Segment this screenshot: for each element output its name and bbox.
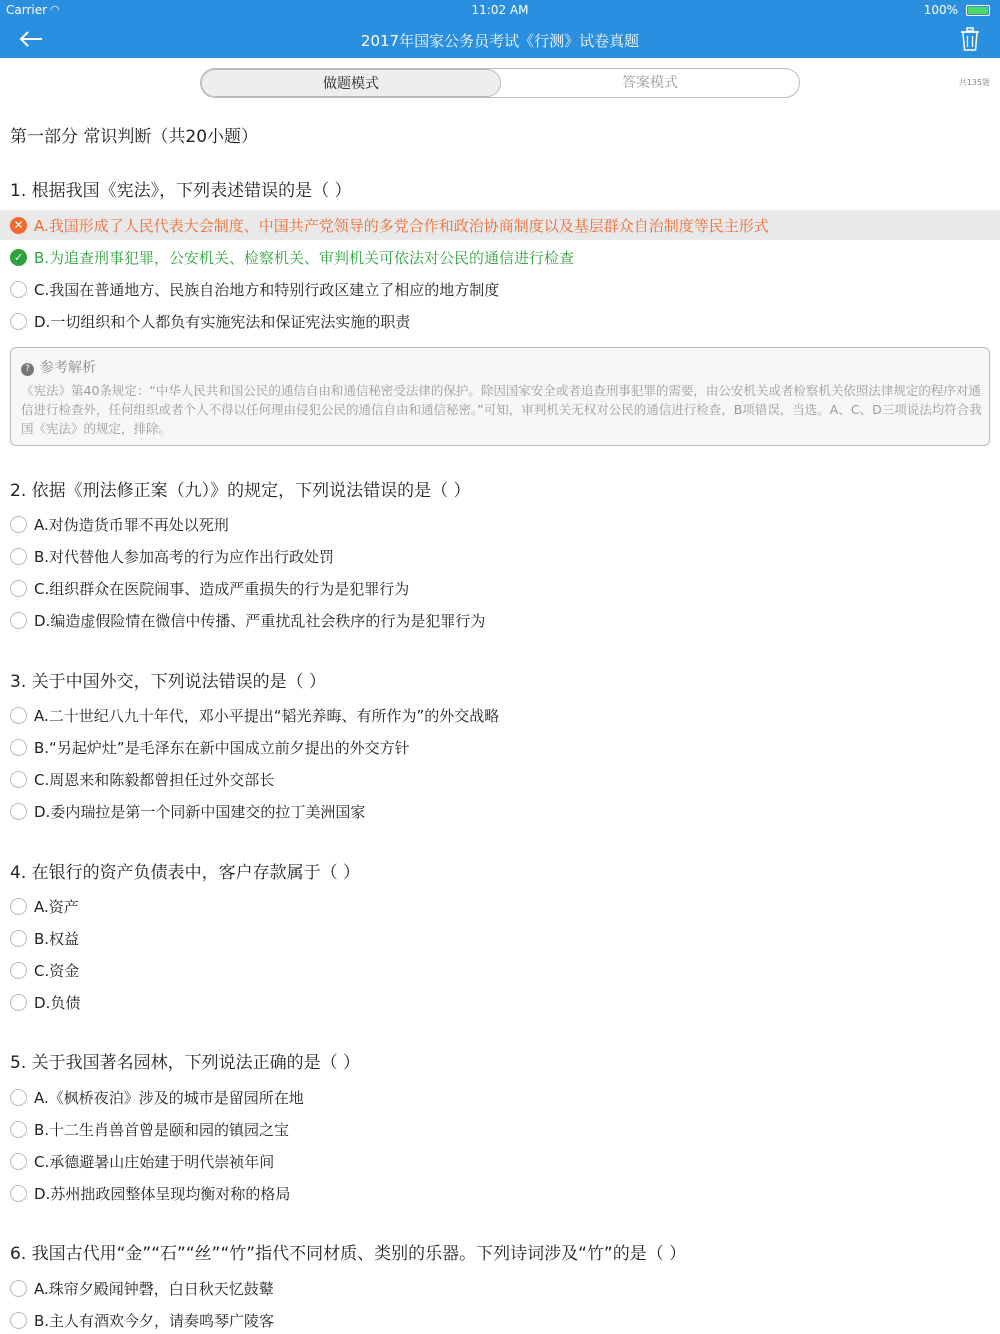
option-row[interactable] [0, 955, 1000, 985]
option-text: D.委内瑞拉是第一个同新中国建交的拉丁美洲国家 [34, 803, 366, 821]
arrow-left-icon [18, 26, 44, 52]
radio-icon [10, 994, 27, 1011]
option-row[interactable] [0, 796, 1000, 826]
option-text: A.珠帘夕殿闻钟磬，白日秋天忆鼓鼙 [34, 1280, 274, 1298]
option-text: C.周恩来和陈毅都曾担任过外交部长 [34, 771, 275, 789]
option-text: A.我国形成了人民代表大会制度、中国共产党领导的多党合作和政治协商制度以及基层群众自治制度等民主形式 [34, 217, 769, 235]
option-row[interactable] [0, 274, 1000, 304]
radio-icon [10, 803, 27, 820]
battery-icon [966, 5, 990, 16]
question-title: 4. 在银行的资产负债表中，客户存款属于（ ） [10, 863, 361, 883]
option-text: B.十二生肖兽首曾是颐和园的镇园之宝 [34, 1121, 290, 1139]
radio-icon [10, 612, 27, 629]
option-text: D.苏州拙政园整体呈现均衡对称的格局 [34, 1185, 291, 1203]
analysis-title: 参考解析 [40, 360, 96, 376]
analysis-box [10, 347, 990, 446]
option-row[interactable] [0, 1082, 1000, 1112]
question-mark-icon: ? [21, 363, 34, 376]
delete-button[interactable] [960, 26, 980, 52]
option-text: B.对代替他人参加高考的行为应作出行政处罚 [34, 548, 335, 566]
analysis-header [21, 357, 96, 377]
analysis-text: 《宪法》第40条规定：“中华人民共和国公民的通信自由和通信秘密受法律的保护。除因国家安全或者追查刑事犯罪的需要，由公安机关或者检察机关依照法律规定的程序对通信进行检查外，任何组织或者个人不得以任何理由侵犯公民的通信自由和通信秘密。”可知，审判机关无权对公民的通信进行检查，B项错误，当选。A、C、D三项说法均符合我国《宪法》的规定，排除。 [21, 383, 982, 436]
question-count: 共135题 [958, 78, 990, 87]
radio-icon [10, 1280, 27, 1297]
radio-icon [10, 930, 27, 947]
trash-icon [960, 26, 980, 52]
radio-icon [10, 313, 27, 330]
option-row[interactable] [0, 306, 1000, 336]
option-text: D.负债 [34, 994, 81, 1012]
radio-icon [10, 962, 27, 979]
carrier-label: Carrier [6, 3, 48, 17]
radio-icon [10, 707, 27, 724]
option-row[interactable] [0, 1146, 1000, 1176]
radio-icon [10, 1121, 27, 1138]
radio-icon [10, 1185, 27, 1202]
radio-icon [10, 771, 27, 788]
option-row[interactable] [0, 1273, 1000, 1303]
option-text: B.权益 [34, 930, 80, 948]
option-text: C.资金 [34, 962, 80, 980]
radio-icon [10, 1312, 27, 1329]
option-row[interactable] [0, 541, 1000, 571]
option-row[interactable] [0, 210, 1000, 240]
option-row[interactable] [0, 732, 1000, 762]
question-title: 6. 我国古代用“金”“石”“丝”“竹”指代不同材质、类别的乐器。下列诗词涉及“竹”的是（ ） [10, 1244, 687, 1264]
option-text: C.组织群众在医院闹事、造成严重损失的行为是犯罪行为 [34, 580, 410, 598]
mode-switch [200, 68, 800, 98]
wifi-icon: ◠ [50, 3, 60, 16]
radio-icon [10, 1089, 27, 1106]
option-row[interactable] [0, 891, 1000, 921]
option-text: C.承德避暑山庄始建于明代崇祯年间 [34, 1153, 275, 1171]
option-text: A.二十世纪八九十年代，邓小平提出“韬光养晦、有所作为”的外交战略 [34, 707, 500, 725]
option-row[interactable] [0, 1178, 1000, 1208]
radio-icon [10, 580, 27, 597]
page-title: 2017年国家公务员考试《行测》试卷真题 [360, 32, 640, 50]
option-row[interactable] [0, 923, 1000, 953]
radio-icon [10, 739, 27, 756]
option-text: A.《枫桥夜泊》涉及的城市是留园所在地 [34, 1089, 304, 1107]
question-title: 5. 关于我国著名园林，下列说法正确的是（ ） [10, 1053, 361, 1073]
question-title: 2. 依据《刑法修正案（九）》的规定，下列说法错误的是（ ） [10, 481, 471, 501]
status-time: 11:02 AM [471, 3, 529, 17]
status-bar [0, 0, 1000, 20]
radio-icon [10, 516, 27, 533]
option-text: B.为追查刑事犯罪，公安机关、检察机关、审判机关可依法对公民的通信进行检查 [34, 249, 575, 267]
radio-icon [10, 281, 27, 298]
option-row[interactable] [0, 509, 1000, 539]
nav-bar [0, 0, 1000, 58]
option-row[interactable] [0, 242, 1000, 272]
option-row[interactable] [0, 573, 1000, 603]
question-title: 3. 关于中国外交，下列说法错误的是（ ） [10, 672, 327, 692]
option-row[interactable] [0, 1114, 1000, 1144]
option-text: D.编造虚假险情在微信中传播、严重扰乱社会秩序的行为是犯罪行为 [34, 612, 486, 630]
option-row[interactable] [0, 605, 1000, 635]
battery-percent: 100% [923, 3, 958, 17]
radio-icon [10, 898, 27, 915]
option-text: A.对伪造货币罪不再处以死刑 [34, 516, 229, 534]
option-text: C.我国在普通地方、民族自治地方和特别行政区建立了相应的地方制度 [34, 281, 500, 299]
option-text: B.主人有酒欢今夕，请奏鸣琴广陵客 [34, 1312, 275, 1330]
wrong-mark-icon: ✕ [10, 217, 27, 234]
option-text: A.资产 [34, 898, 79, 916]
option-row[interactable] [0, 1305, 1000, 1334]
question-title: 1. 根据我国《宪法》，下列表述错误的是（ ） [10, 181, 352, 201]
option-row[interactable] [0, 764, 1000, 794]
option-row[interactable] [0, 987, 1000, 1017]
option-text: B.“另起炉灶”是毛泽东在新中国成立前夕提出的外交方针 [34, 739, 410, 757]
tab-practice-mode[interactable]: 做题模式 [201, 69, 501, 97]
radio-icon [10, 548, 27, 565]
option-text: D.一切组织和个人都负有实施宪法和保证宪法实施的职责 [34, 313, 411, 331]
radio-icon [10, 1153, 27, 1170]
tab-answer-mode[interactable]: 答案模式 [622, 75, 678, 91]
option-row[interactable] [0, 700, 1000, 730]
back-button[interactable] [18, 26, 44, 52]
section-title: 第一部分 常识判断（共20小题） [10, 127, 259, 147]
check-mark-icon: ✓ [10, 249, 27, 266]
